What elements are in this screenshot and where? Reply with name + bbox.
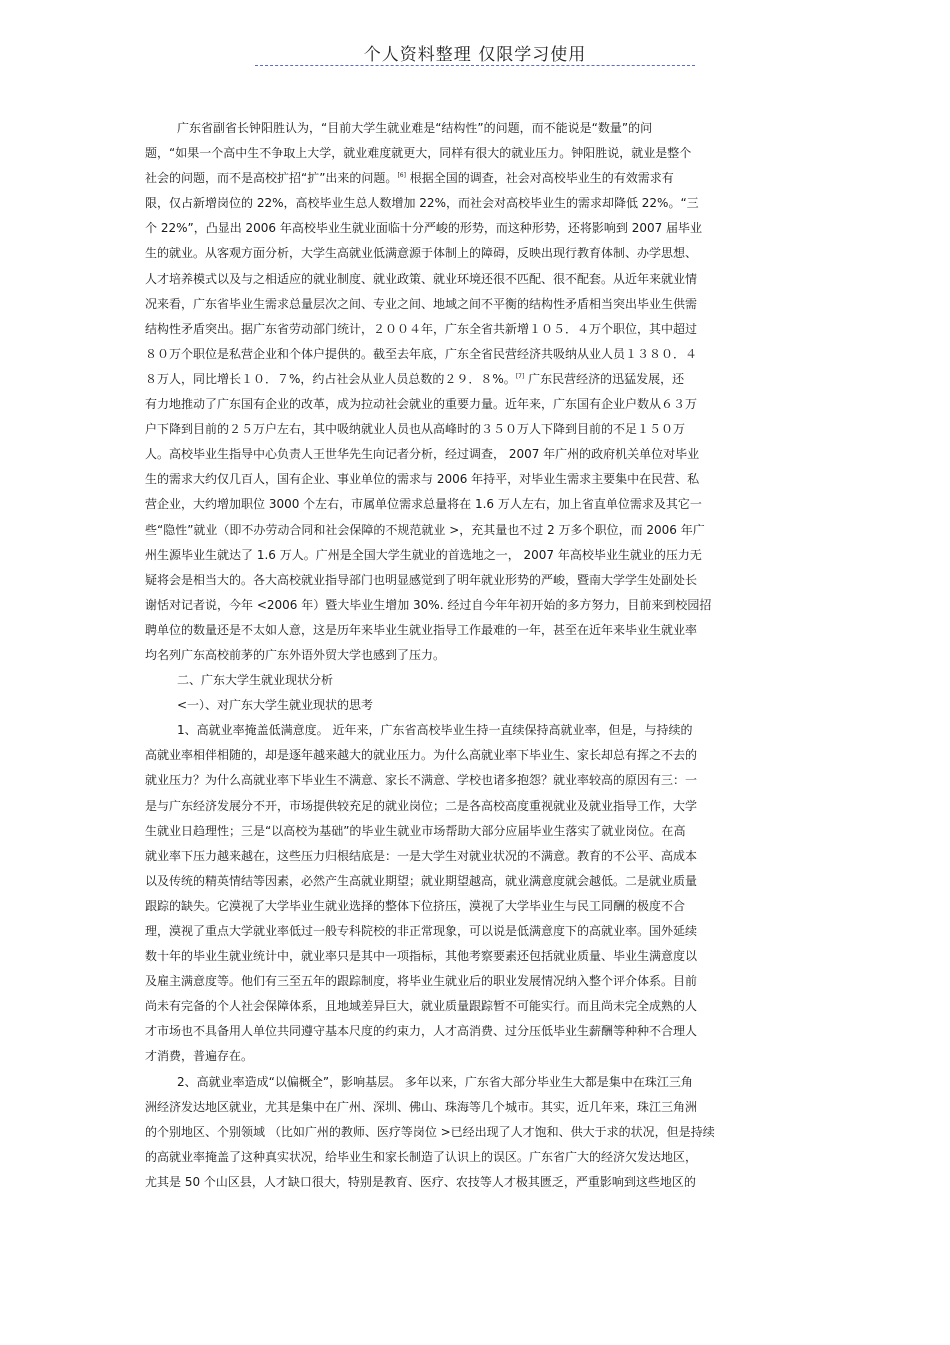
- text-line: [145, 317, 805, 342]
- text-line: [145, 894, 805, 919]
- header-divider: [255, 65, 695, 66]
- text-line: [145, 1070, 805, 1095]
- text-line: [145, 1019, 805, 1044]
- line-text: ８万人，同比增长１０．７%，约占社会从业人员总数的２９．８%。: [145, 371, 516, 386]
- text-line: [145, 442, 805, 467]
- text-line: [145, 141, 805, 166]
- text-line: [145, 367, 805, 392]
- text-line: [145, 216, 805, 241]
- line-text: 跟踪的缺失。它漠视了大学毕业生就业选择的整体下位挤压，漠视了大学毕业生与民工同酬的极度不合: [145, 898, 686, 913]
- document-body: [145, 116, 805, 1195]
- line-text: 题，“如果一个高中生不争取上大学，就业难度就更大，同样有很大的就业压力。钟阳胜说，就业是整个: [145, 146, 692, 161]
- text-line: [145, 869, 805, 894]
- line-text: 限，仅占新增岗位的 22%，高校毕业生总人数增加 22%，而社会对高校毕业生的需求却降低 22%。“三: [145, 196, 699, 211]
- text-line: [145, 994, 805, 1019]
- line-text: 尚未有完备的个人社会保障体系，且地域差异巨大，就业质量跟踪暂不可能实行。而且尚未完全成熟的人: [145, 999, 698, 1014]
- line-text: 些“隐性”就业（即不办劳动合同和社会保障的不规范就业 >，充其量也不过 2 万多个职位，而 2006 年广: [145, 522, 705, 537]
- line-text: 才消费，普遍存在。: [145, 1049, 254, 1064]
- line-text: 均名列广东高校前茅的广东外语外贸大学也感到了压力。: [145, 647, 446, 662]
- line-text: 人才培养模式以及与之相适应的就业制度、就业政策、就业环境还很不匹配、很不配套。从近年来就业情: [145, 271, 698, 286]
- line-text: 社会的问题，而不是高校扩招“扩”出来的问题。: [145, 171, 398, 186]
- line-text: 户下降到目前的２５万户左右，其中吸纳就业人员也从高峰时的３５０万人下降到目前的不足１５０万: [145, 422, 686, 437]
- text-line: [145, 819, 805, 844]
- line-text: 生的需求大约仅几百人，国有企业、事业单位的需求与 2006 年持平，对毕业生需求主要集中在民营、私: [145, 472, 700, 487]
- text-line: [145, 618, 805, 643]
- text-line: [145, 1170, 805, 1195]
- citation-marker: [7]: [515, 372, 525, 380]
- text-line: [145, 392, 805, 417]
- text-line: [145, 844, 805, 869]
- line-text: 数十年的毕业生就业统计中，就业率只是其中一项指标，其他考察要素还包括就业质量、毕业生满意度以: [145, 949, 698, 964]
- text-line: [145, 191, 805, 216]
- text-line: [145, 1145, 805, 1170]
- text-line: [145, 342, 805, 367]
- text-line: [145, 718, 805, 743]
- text-line: [145, 166, 805, 191]
- text-line: [145, 593, 805, 618]
- text-line: [145, 643, 805, 668]
- line-text-continued: 根据全国的调查，社会对高校毕业生的有效需求有: [405, 171, 674, 186]
- line-text: 尤其是 50 个山区县，人才缺口很大，特别是教育、医疗、农技等人才极其匮乏，严重影响到这些地区的: [145, 1174, 696, 1189]
- line-text: 谢恬对记者说，今年 <2006 年）暨大毕业生增加 30%. 经过自今年年初开始的多方努力，目前来到校园招: [145, 597, 712, 612]
- line-text: 理，漠视了重点大学就业率低过一般专科院校的非正常现象，可以说是低满意度下的高就业率。国外延续: [145, 924, 698, 938]
- line-text: 的高就业率掩盖了这种真实状况，给毕业生和家长制造了认识上的误区。广东省广大的经济欠发达地区，: [145, 1149, 698, 1164]
- line-text-continued: 广东民营经济的迅猛发展，还: [524, 371, 685, 386]
- line-text: ８０万个职位是私营企业和个体户提供的。截至去年底，广东全省民营经济共吸纳从业人员１３８０．４: [145, 346, 698, 361]
- text-line: [145, 267, 805, 292]
- text-line: [145, 116, 805, 141]
- line-text: 生就业日趋理性；三是“以高校为基础”的毕业生就业市场帮助大部分应届毕业生落实了就业岗位。在高: [145, 823, 686, 838]
- text-line: [145, 492, 805, 517]
- line-text: 个 22%”，凸显出 2006 年高校毕业生就业面临十分严峻的形势，而这种形势，还将影响到 2007 届毕业: [145, 221, 703, 236]
- text-line: [145, 668, 805, 693]
- text-line: [145, 768, 805, 793]
- line-text: 疑将会是相当大的。各大高校就业指导部门也明显感觉到了明年就业形势的严峻，暨南大学学生处副处长: [145, 572, 698, 587]
- line-text: 才市场也不具备用人单位共同遵守基本尺度的约束力，人才高消费、过分压低毕业生薪酬等种种不合理人: [145, 1024, 698, 1039]
- line-text: 及雇主满意度等。他们有三至五年的跟踪制度，将毕业生就业后的职业发展情况纳入整个评介体系。目前: [145, 974, 698, 989]
- line-text: 以及传统的精英情结等因素，必然产生高就业期望；就业期望越高，就业满意度就会越低。二是就业质量: [145, 873, 698, 888]
- line-text: 就业压力？为什么高就业率下毕业生不满意、家长不满意、学校也诸多抱怨？就业率较高的原因有三：一: [145, 773, 698, 788]
- line-text: 结构性矛盾突出。据广东省劳动部门统计，２００４年，广东全省共新增１０５．４万个职位，其中超过: [145, 321, 698, 336]
- text-line: [145, 743, 805, 768]
- text-line: [145, 518, 805, 543]
- line-text: 高就业率相伴相随的，却是逐年越来越大的就业压力。为什么高就业率下毕业生、家长却总有挥之不去的: [145, 748, 698, 763]
- line-text: 聘单位的数量还是不太如人意，这是历年来毕业生就业指导工作最难的一年，甚至在近年来毕业生就业率: [145, 622, 698, 637]
- line-text: 况来看，广东省毕业生需求总量层次之间、专业之间、地域之间不平衡的结构性矛盾相当突出毕业生供需: [145, 296, 698, 311]
- text-line: [145, 969, 805, 994]
- text-line: [145, 919, 805, 944]
- line-text: 的个别地区、个别领域 （比如广州的教师、医疗等岗位 >已经出现了人才饱和、供大于求的状况，但是持续: [145, 1124, 715, 1139]
- line-text: 就业率下压力越来越在，这些压力归根结底是：一是大学生对就业状况的不满意。教育的不公平、高成本: [145, 848, 698, 863]
- line-text: 州生源毕业生就达了 1.6 万人。广州是全国大学生就业的首选地之一， 2007 年高校毕业生就业的压力无: [145, 547, 702, 562]
- text-line: [145, 241, 805, 266]
- line-text: 生的就业。从客观方面分析，大学生高就业低满意源于体制上的障碍，反映出现行教育体制、办学思想、: [145, 246, 698, 261]
- text-line: [145, 543, 805, 568]
- text-line: [145, 568, 805, 593]
- line-text: 洲经济发达地区就业，尤其是集中在广州、深圳、佛山、珠海等几个城市。其实，近几年来，珠江三角洲: [145, 1099, 698, 1114]
- page-header: 个人资料整理 仅限学习使用: [363, 45, 587, 65]
- text-line: [145, 794, 805, 819]
- line-text: 是与广东经济发展分不开，市场提供较充足的就业岗位；二是各高校高度重视就业及就业指导工作，大学: [145, 798, 698, 813]
- line-text: 1、高就业率掩盖低满意度。 近年来，广东省高校毕业生持一直续保持高就业率，但是，与持续的: [177, 723, 693, 738]
- line-text: 人。高校毕业生指导中心负责人王世华先生向记者分析，经过调查， 2007 年广州的政府机关单位对毕业: [145, 447, 700, 462]
- text-line: [145, 693, 805, 718]
- line-text: 2、高就业率造成“以偏概全”，影响基层。 多年以来，广东省大部分毕业生大都是集中在珠江三角: [177, 1074, 693, 1089]
- text-line: [145, 944, 805, 969]
- text-line: [145, 1095, 805, 1120]
- text-line: [145, 417, 805, 442]
- citation-marker: [6]: [397, 172, 406, 180]
- line-text: 有力地推动了广东国有企业的改革，成为拉动社会就业的重要力量。近年来，广东国有企业户数从６３万: [145, 397, 698, 412]
- line-text: <一）、对广东大学生就业现状的思考: [177, 698, 374, 713]
- text-line: [145, 467, 805, 492]
- line-text: 营企业，大约增加职位 3000 个左右，市属单位需求总量将在 1.6 万人左右，加上省直单位需求及其它一: [145, 497, 702, 512]
- text-line: [145, 1044, 805, 1069]
- line-text: 二、广东大学生就业现状分析: [177, 673, 334, 688]
- line-text: 广东省副省长钟阳胜认为，“目前大学生就业难是“结构性”的问题，而不能说是“数量”的问: [177, 121, 653, 135]
- text-line: [145, 292, 805, 317]
- text-line: [145, 1120, 805, 1145]
